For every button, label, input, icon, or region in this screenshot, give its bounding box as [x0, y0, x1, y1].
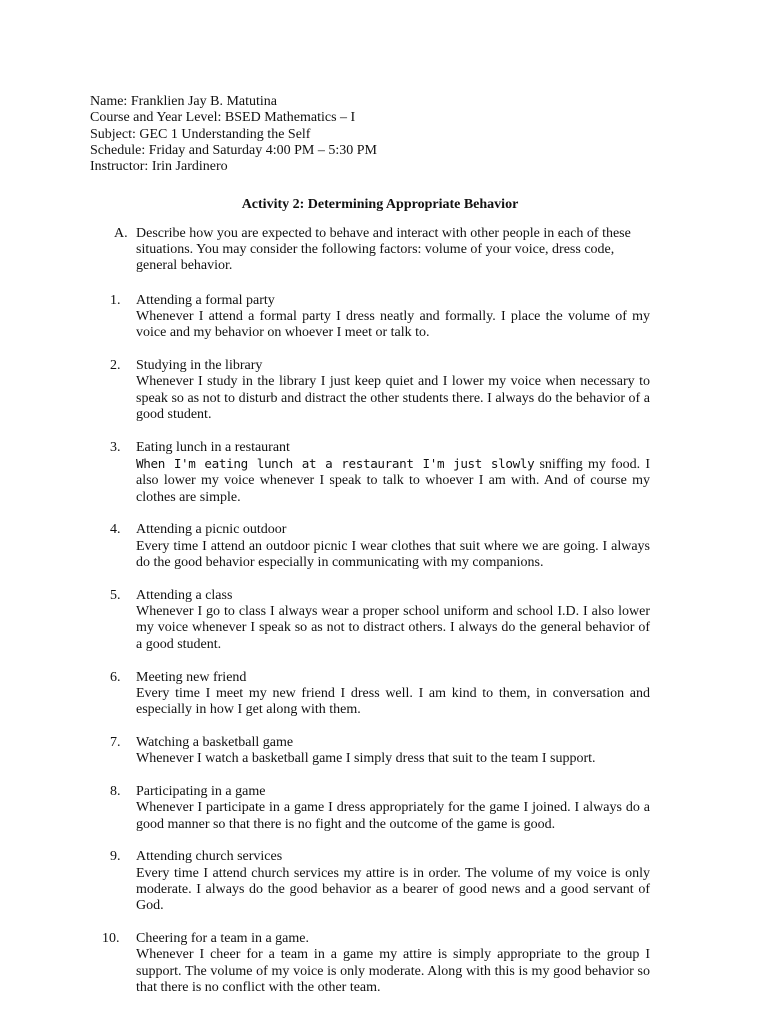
- item-situation: Participating in a game: [136, 784, 266, 799]
- situation-list: [90, 293, 650, 997]
- instructions: [90, 226, 650, 275]
- course-year-level: Course and Year Level: BSED Mathematics – I: [90, 110, 356, 126]
- item-answer: [136, 456, 650, 506]
- list-item: [90, 784, 650, 833]
- instructions-text: Describe how you are expected to behave and interact with other people in each of these situations. You may consider the following factors: volume of your voice, dress code, general behavior.: [136, 225, 631, 274]
- list-item: [90, 293, 650, 342]
- list-item: [90, 440, 650, 506]
- item-answer: Whenever I go to class I always wear a proper school uniform and school I.D. I also lower my voice whenever I speak so as not to distract others. I always do the general behavior of a good student.: [136, 604, 650, 652]
- instructions-marker: A.: [114, 225, 128, 241]
- item-answer: Every time I meet my new friend I dress well. I am kind to them, in conversation and especially in how I get along with them.: [136, 685, 650, 718]
- item-number: 5.: [110, 587, 121, 603]
- student-name: Name: Franklien Jay B. Matutina: [90, 94, 278, 109]
- item-number: 2.: [110, 358, 121, 374]
- item-answer: Whenever I cheer for a team in a game my attire is simply appropriate to the group I support. The volume of my voice is only moderate. Along with this is my good behavior so that there is no conflict with the other team.: [136, 947, 650, 995]
- student-info: [90, 94, 650, 175]
- item-situation: Eating lunch in a restaurant: [136, 439, 290, 455]
- item-answer: Whenever I watch a basketball game I simply dress that suit to the team I support.: [136, 751, 596, 767]
- item-number: 7.: [110, 734, 121, 750]
- item-answer: Every time I attend an outdoor picnic I wear clothes that suit where we are going. I always do the good behavior especially in communicating with my companions.: [136, 538, 650, 571]
- list-item: [90, 522, 650, 571]
- item-number: 10.: [102, 931, 120, 947]
- item-situation: Attending a picnic outdoor: [136, 522, 287, 538]
- item-situation: Studying in the library: [136, 358, 263, 374]
- schedule: Schedule: Friday and Saturday 4:00 PM – 5:30 PM: [90, 142, 377, 158]
- item-number: 1.: [110, 292, 121, 308]
- item-number: 9.: [110, 849, 121, 865]
- item-situation: Attending church services: [136, 849, 283, 865]
- item-situation: Meeting new friend: [136, 669, 247, 685]
- list-item: [90, 735, 650, 768]
- item-situation: Cheering for a team in a game.: [136, 931, 309, 947]
- item-answer: Whenever I attend a formal party I dress neatly and formally. I place the volume of my voice and my behavior on whoever I meet or talk to.: [136, 308, 650, 341]
- item-situation: Watching a basketball game: [136, 734, 294, 750]
- item-answer-alt-font: When I'm eating lunch at a restaurant I'm just slowly: [136, 456, 535, 472]
- item-number: 8.: [110, 784, 121, 799]
- list-item: [90, 588, 650, 653]
- subject: Subject: GEC 1 Understanding the Self: [90, 126, 311, 142]
- item-answer: Whenever I participate in a game I dress appropriately for the game I joined. I always do a good manner so that there is no fight and the outcome of the game is good.: [136, 800, 650, 832]
- activity-title: Activity 2: Determining Appropriate Behavior: [241, 197, 519, 213]
- list-item: [90, 670, 650, 719]
- item-number: 3.: [110, 439, 121, 455]
- item-answer: Every time I attend church services my attire is in order. The volume of my voice is only moderate. I always do the good behavior as a bearer of good news and a good servant of God.: [136, 865, 650, 914]
- list-item: [90, 849, 650, 914]
- item-situation: Attending a class: [136, 587, 233, 603]
- list-item: [90, 358, 650, 423]
- item-number: 4.: [110, 522, 121, 538]
- item-answer: Whenever I study in the library I just keep quiet and I lower my voice when necessary to speak so as not to disturb and distract the other students there. I always do the behavior of a good student.: [136, 374, 650, 422]
- instructor: Instructor: Irin Jardinero: [90, 159, 228, 175]
- list-item: [90, 931, 650, 996]
- item-situation: Attending a formal party: [136, 292, 275, 308]
- item-number: 6.: [110, 669, 121, 685]
- item-answer-rest: sniffing my food. I also lower my voice whenever I speak to talk to whoever I am with. And of course my clothes are simple.: [136, 457, 650, 505]
